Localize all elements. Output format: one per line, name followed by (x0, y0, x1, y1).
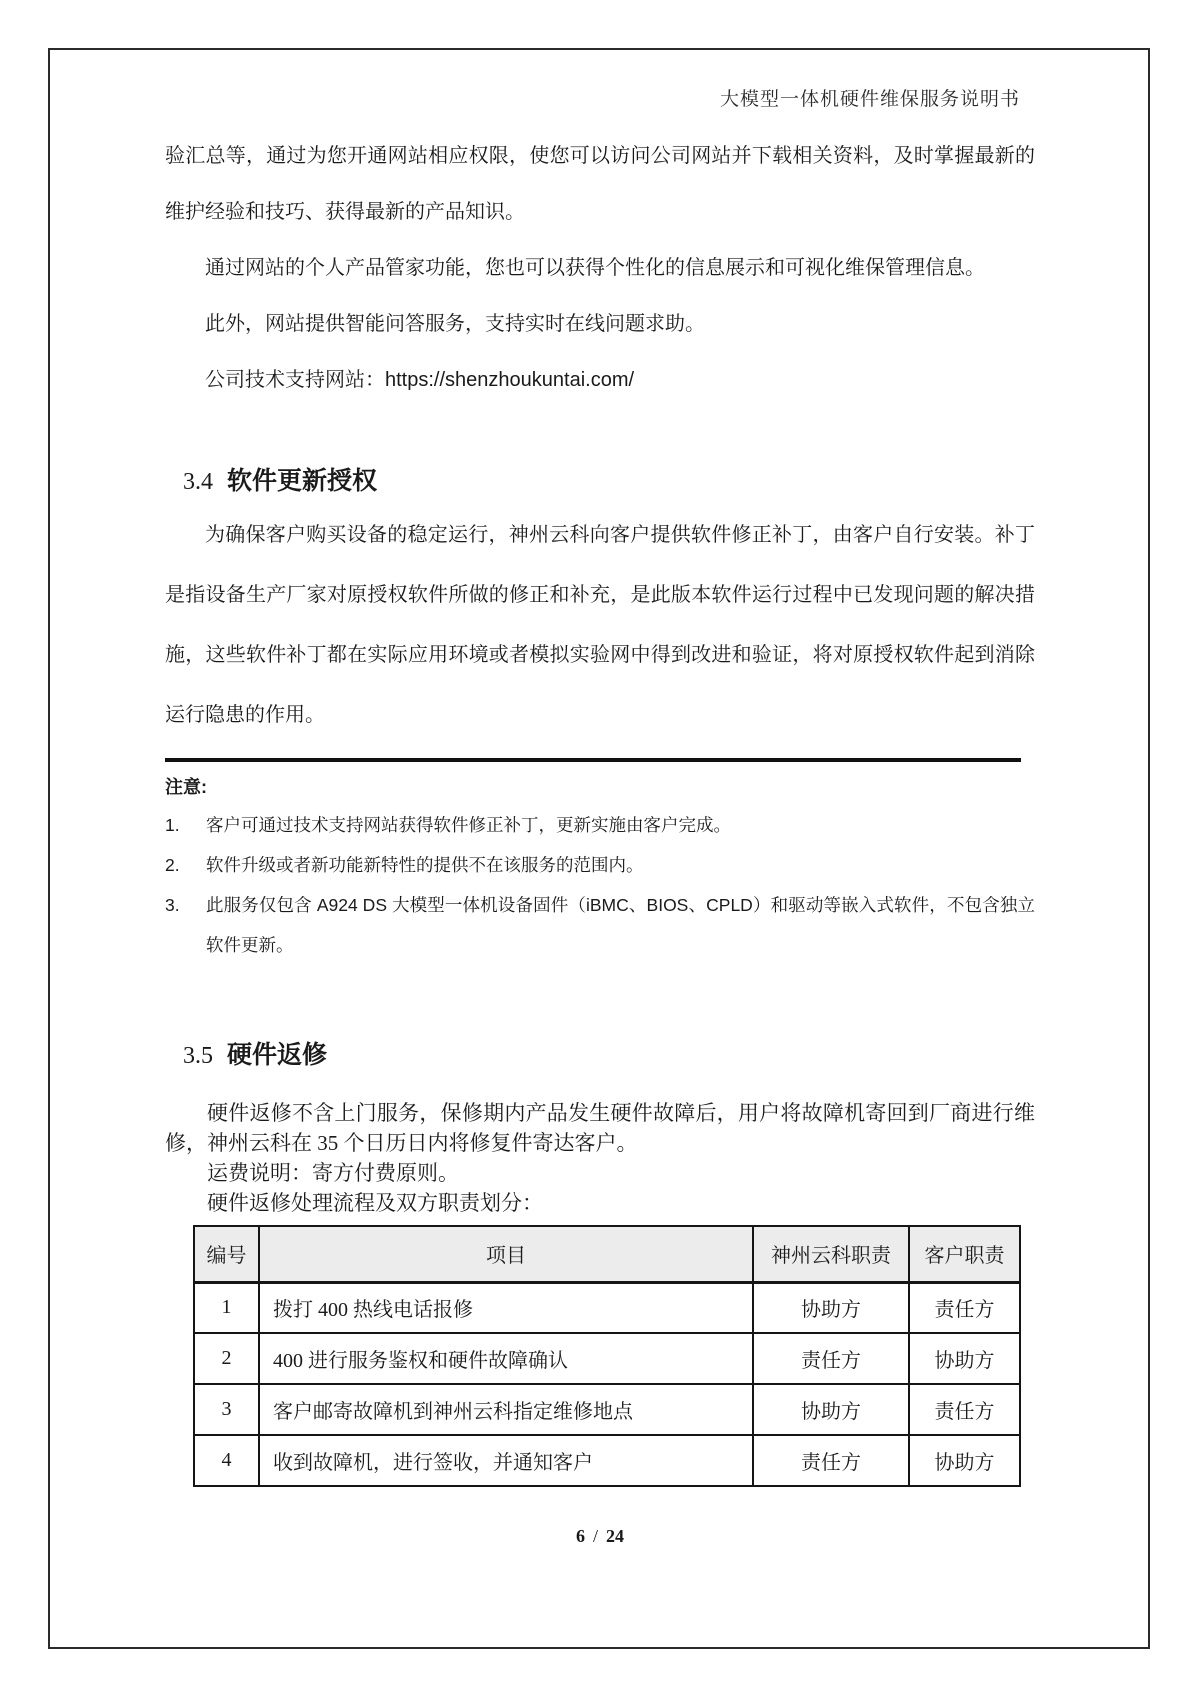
note-divider-rule (165, 758, 1021, 762)
vendor-duty-cell: 协助方 (753, 1384, 909, 1435)
page-number-total: 24 (606, 1526, 624, 1546)
paragraph-continuation: 验汇总等，通过为您开通网站相应权限，使您可以访问公司网站并下载相关资料，及时掌握最新的维护经验和技巧、获得最新的产品知识。 (165, 145, 1035, 223)
page-footer (165, 1523, 1035, 1549)
row-number-cell: 1 (194, 1282, 259, 1333)
header-cell-item: 项目 (259, 1226, 753, 1282)
header-cell-customer-duty: 客户职责 (909, 1226, 1020, 1282)
vendor-duty-cell: 责任方 (753, 1435, 909, 1486)
row-number-cell: 3 (194, 1384, 259, 1435)
table-row (194, 1384, 1020, 1435)
table-row (194, 1333, 1020, 1384)
note-item-text: 客户可通过技术支持网站获得软件修正补丁，更新实施由客户完成。 (206, 815, 731, 835)
paragraph-product-steward: 通过网站的个人产品管家功能，您也可以获得个性化的信息展示和可视化维保管理信息。 (205, 257, 985, 279)
table-row (194, 1435, 1020, 1486)
header-cell-number: 编号 (194, 1226, 259, 1282)
section-3-5-heading (183, 1037, 1035, 1074)
note-item-number: 2. (165, 855, 180, 875)
item-cell: 400 进行服务鉴权和硬件故障确认 (259, 1333, 753, 1384)
shipping-fee-note: 运费说明：寄方付费原则。 (207, 1161, 459, 1185)
customer-duty-cell: 协助方 (909, 1333, 1020, 1384)
page-content (165, 0, 1035, 1549)
support-site-url: https://shenzhoukuntai.com/ (385, 369, 635, 391)
note-label: 注意: (165, 777, 207, 797)
section-3-4-title: 软件更新授权 (227, 467, 378, 495)
note-item (165, 805, 1035, 845)
support-site-label: 公司技术支持网站： (205, 369, 385, 391)
item-cell: 拨打 400 热线电话报修 (259, 1282, 753, 1333)
responsibilities-table (193, 1225, 1021, 1487)
section-3-4-heading (183, 463, 1035, 500)
vendor-duty-cell: 协助方 (753, 1282, 909, 1333)
item-cell: 收到故障机，进行签收，并通知客户 (259, 1435, 753, 1486)
paragraph-support-site (165, 352, 1035, 408)
note-item-number: 1. (165, 815, 180, 835)
table-lead-in: 硬件返修处理流程及双方职责划分： (207, 1191, 543, 1215)
section-3-5-body: 硬件返修不含上门服务，保修期内产品发生硬件故障后，用户将故障机寄回到厂商进行维修，神州云科在 35 个日历日内将修复件寄达客户。 (165, 1101, 1035, 1155)
note-item-text: 软件升级或者新功能新特性的提供不在该服务的范围内。 (206, 855, 644, 875)
note-list (165, 805, 1035, 965)
note-item (165, 845, 1035, 885)
paragraph-smart-qa: 此外，网站提供智能问答服务，支持实时在线问题求助。 (205, 313, 705, 335)
note-item-number: 3. (165, 895, 180, 915)
table-header-row (194, 1226, 1020, 1282)
section-3-5-title: 硬件返修 (227, 1041, 328, 1069)
row-number-cell: 4 (194, 1435, 259, 1486)
customer-duty-cell: 责任方 (909, 1384, 1020, 1435)
page-number-separator: / (592, 1526, 598, 1546)
header-cell-vendor-duty: 神州云科职责 (753, 1226, 909, 1282)
note-item (165, 885, 1035, 965)
customer-duty-cell: 责任方 (909, 1282, 1020, 1333)
page-header-title: 大模型一体机硬件维保服务说明书 (719, 89, 1020, 110)
section-3-4-body: 为确保客户购买设备的稳定运行，神州云科向客户提供软件修正补丁，由客户自行安装。补丁是指设备生产厂家对原授权软件所做的修正和补充，是此版本软件运行过程中已发现问题的解决措施，这些软件补丁都在实际应用环境或者模拟实验网中得到改进和验证，将对原授权软件起到消除运行隐患的作用。 (165, 524, 1035, 726)
table-row (194, 1282, 1020, 1333)
item-cell: 客户邮寄故障机到神州云科指定维修地点 (259, 1384, 753, 1435)
section-3-4-number: 3.4 (183, 469, 213, 495)
customer-duty-cell: 协助方 (909, 1435, 1020, 1486)
section-3-5-number: 3.5 (183, 1043, 213, 1069)
row-number-cell: 2 (194, 1333, 259, 1384)
page-number-current: 6 (575, 1526, 585, 1546)
vendor-duty-cell: 责任方 (753, 1333, 909, 1384)
note-item-text: 此服务仅包含 A924 DS 大模型一体机设备固件（iBMC、BIOS、CPLD）和驱动等嵌入式软件，不包含独立软件更新。 (206, 895, 1035, 955)
